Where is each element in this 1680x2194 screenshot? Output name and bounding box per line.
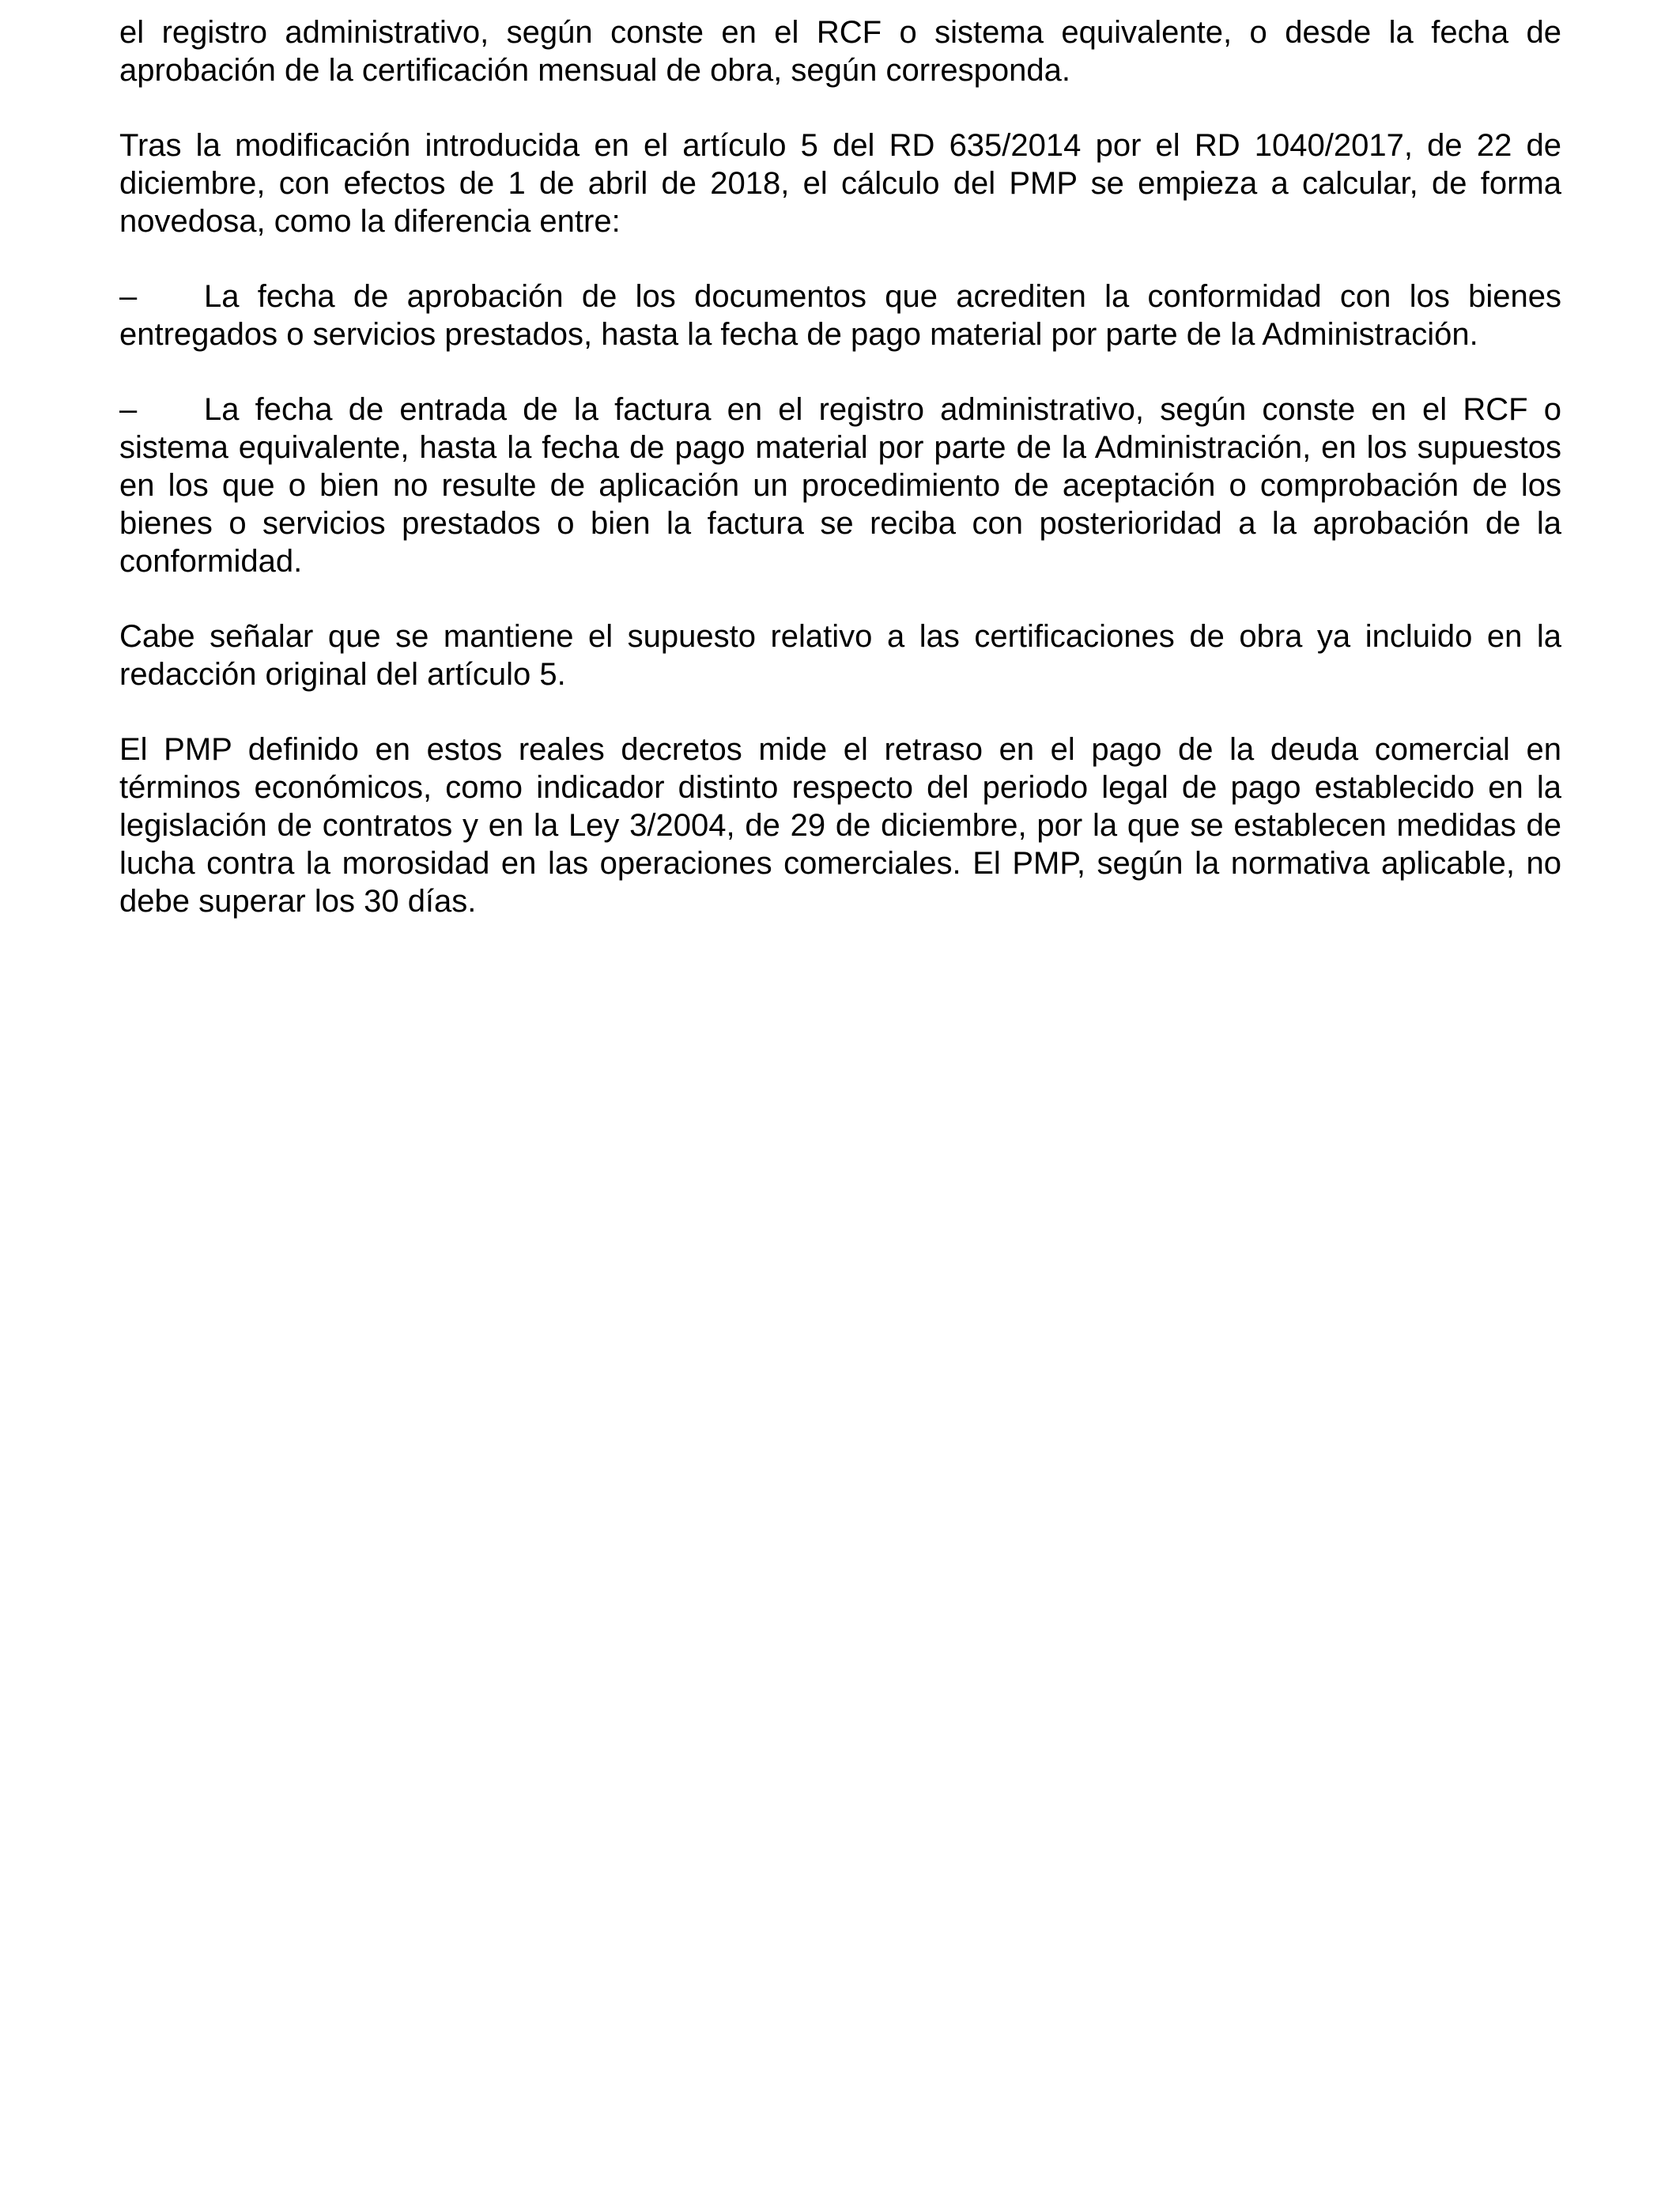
bullet-item-approval-date [119, 278, 1561, 353]
dash-bullet-icon: – [119, 392, 138, 427]
bullet-text: La fecha de aprobación de los documentos que acrediten la conformidad con los bienes entregados o servicios prestados, hasta la fecha de pago material por parte de la Administración. [119, 279, 1561, 352]
paragraph-modification: Tras la modificación introducida en el artículo 5 del RD 635/2014 por el RD 1040/2017, de 22 de diciembre, con efectos de 1 de abril de 2018, el cálculo del PMP se empieza a calcular, de forma novedosa, como la diferencia entre: [119, 128, 1561, 239]
bullet-item-invoice-date [119, 391, 1561, 580]
bullet-text: La fecha de entrada de la factura en el registro administrativo, según conste en el RCF o sistema equivalente, hasta la fecha de pago material por parte de la Administración, en los supuestos en los que o bien no resulte de aplicación un procedimiento de aceptación o comprobación de los bienes o servicios prestados o bien la factura se reciba con posterioridad a la aprobación de la conformidad. [119, 392, 1561, 579]
paragraph-certifications: Cabe señalar que se mantiene el supuesto relativo a las certificaciones de obra ya incluido en la redacción original del artículo 5. [119, 619, 1561, 692]
document-page [119, 13, 1561, 957]
paragraph-continuation: el registro administrativo, según conste en el RCF o sistema equivalente, o desde la fecha de aprobación de la certificación mensual de obra, según corresponda. [119, 15, 1561, 88]
paragraph-pmp-definition: El PMP definido en estos reales decretos mide el retraso en el pago de la deuda comercial en términos económicos, como indicador distinto respecto del periodo legal de pago establecido en la legislación de contratos y en la Ley 3/2004, de 29 de diciembre, por la que se establecen medidas de lucha contra la morosidad en las operaciones comerciales. El PMP, según la normativa aplicable, no debe superar los 30 días. [119, 732, 1561, 919]
dash-bullet-icon: – [119, 279, 138, 314]
